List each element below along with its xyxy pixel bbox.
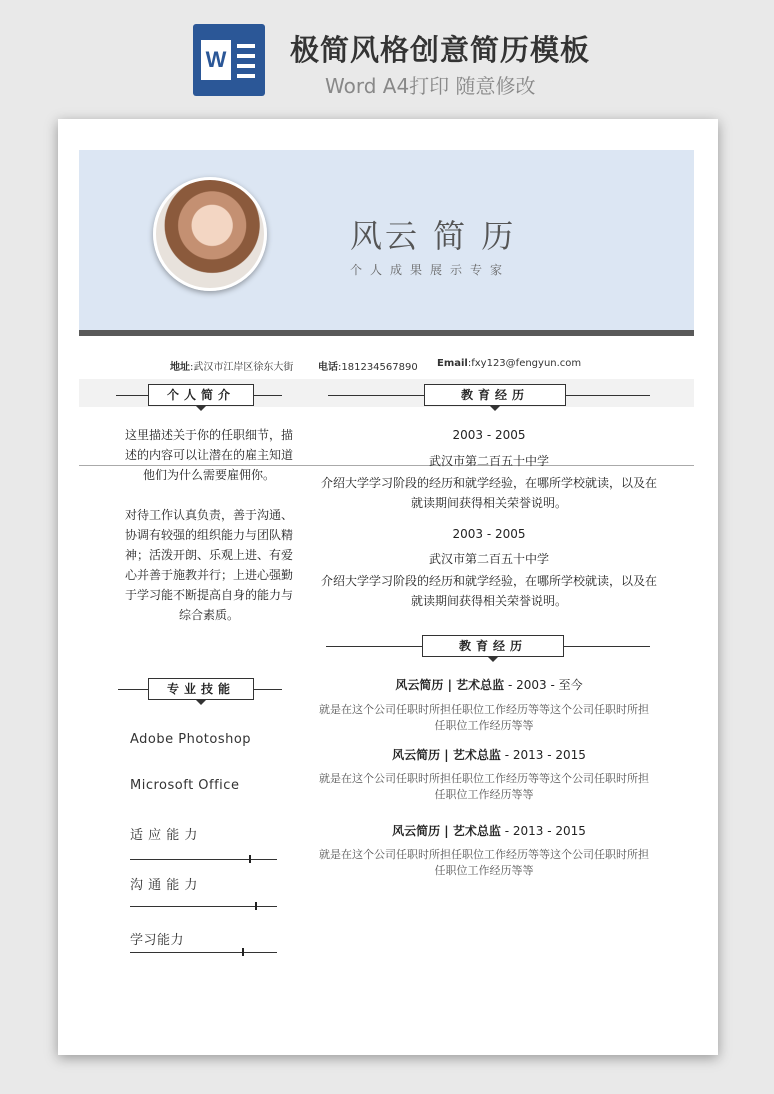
job-title (328, 676, 650, 693)
resume-page (58, 119, 718, 1055)
job-title (328, 746, 650, 763)
email-label: Email (437, 358, 468, 369)
skill-ability-track (130, 859, 277, 860)
banner (0, 0, 774, 110)
skill-ability-marker (249, 855, 251, 863)
profile-heading (116, 382, 282, 408)
job-company: 风云简历 | 艺术总监 (392, 748, 501, 762)
address-label: 地址 (170, 362, 190, 373)
experience-heading-label: 教育经历 (422, 635, 564, 657)
skill-ability-label: 沟 通 能 力 (130, 878, 198, 893)
education-heading-label: 教育经历 (424, 384, 566, 406)
skill-software: Adobe Photoshop (130, 732, 252, 747)
skill-ability-label: 适 应 能 力 (130, 828, 198, 843)
experience-heading (326, 633, 650, 659)
education-description: 介绍大学学习阶段的经历和就学经验，在哪所学校就读，以及在就读期间获得相关荣誉说明。 (320, 476, 657, 510)
education-school: 武汉市第二百五十中学 (428, 552, 549, 566)
address-value: :武汉市江岸区徐东大街 (190, 362, 294, 373)
job-description: 就是在这个公司任职时所担任职位工作经历等等这个公司任职时所担任职位工作经历等等 (319, 848, 649, 877)
profile-heading-label: 个人简介 (148, 384, 254, 406)
email-value: :fxy123@fengyun.com (467, 358, 582, 369)
word-icon (193, 24, 265, 96)
profile-paragraph-1: 这里描述关于你的任职细节，描述的内容可以让潜在的雇主知道他们为什么需要雇佣你。 (124, 428, 293, 482)
education-school: 武汉市第二百五十中学 (428, 454, 549, 468)
skill-ability-marker (242, 948, 244, 956)
job-company: 风云简历 | 艺术总监 (392, 824, 501, 838)
job-period: - 2013 - 2015 (500, 748, 586, 762)
skill-ability-label: 学习能力 (130, 933, 185, 948)
skill-ability-track (130, 952, 277, 953)
phone-label: 电话 (318, 362, 338, 373)
profile-paragraph-2: 对待工作认真负责，善于沟通、协调有较强的组织能力与团队精神；活泼开朗、乐观上进、有爱心并善于施教并行；上进心强勤于学习能不断提高自身的能力与综合素质。 (124, 508, 293, 622)
header-bar (79, 330, 694, 336)
education-description: 介绍大学学习阶段的经历和就学经验，在哪所学校就读，以及在就读期间获得相关荣誉说明。 (320, 574, 657, 608)
word-letter: W (201, 40, 231, 80)
job-company: 风云简历 | 艺术总监 (395, 678, 505, 692)
banner-subtitle: Word A4打印 随意修改 (325, 74, 536, 98)
banner-title: 极简风格创意简历模板 (290, 33, 591, 67)
resume-tagline: 个人成果展示专家 (350, 263, 511, 277)
contact-phone (318, 358, 418, 373)
contact-address (170, 358, 293, 373)
phone-value: :181234567890 (338, 362, 418, 373)
skill-software: Microsoft Office (130, 778, 240, 793)
education-heading (328, 382, 650, 408)
job-period: - 2013 - 2015 (500, 824, 586, 838)
job-description: 就是在这个公司任职时所担任职位工作经历等等这个公司任职时所担任职位工作经历等等 (319, 772, 649, 801)
education-years: 2003 - 2005 (452, 428, 526, 442)
skill-ability-marker (255, 902, 257, 910)
skills-heading-label: 专业技能 (148, 678, 254, 700)
contact-email (437, 358, 581, 369)
resume-title: 风云 简 历 (350, 217, 517, 255)
job-period: - 2003 - 至今 (504, 678, 583, 692)
education-years: 2003 - 2005 (452, 527, 526, 541)
avatar (153, 177, 267, 291)
skills-heading (118, 676, 282, 702)
job-title (328, 822, 650, 839)
job-description: 就是在这个公司任职时所担任职位工作经历等等这个公司任职时所担任职位工作经历等等 (319, 703, 649, 732)
